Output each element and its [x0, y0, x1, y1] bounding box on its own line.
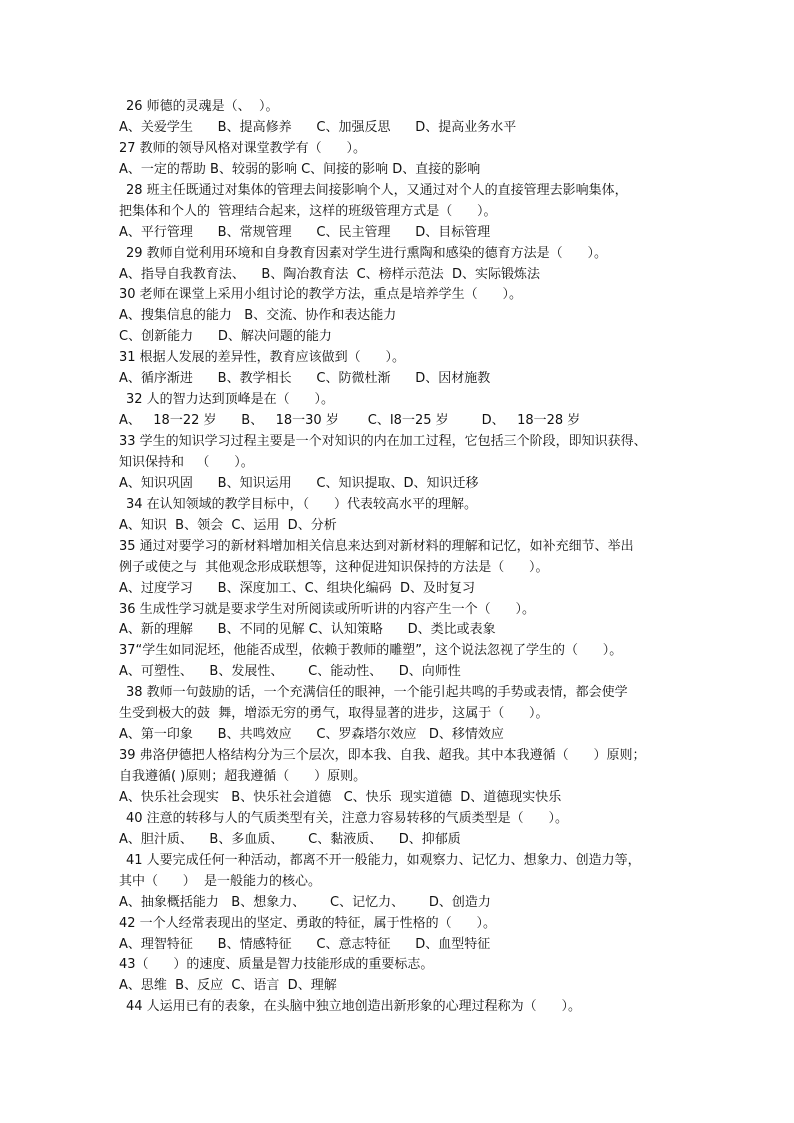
- text-line: A、 18一22 岁 B、 18一30 岁 C、I8一25 岁 D、 18一28 岁: [119, 413, 581, 429]
- text-line: A、知识巩固 B、知识运用 C、知识提取、D、知识迁移: [119, 475, 479, 491]
- text-line: 34 在认知领域的教学目标中，（ ）代表较高水平的理解。: [126, 496, 477, 512]
- text-line: 37“学生如同泥坯，他能否成型，依赖于教师的雕塑”，这个说法忽视了学生的（ ）。: [119, 643, 623, 659]
- text-line: 43（ ）的速度、质量是智力技能形成的重要标志。: [119, 957, 434, 973]
- text-line: A、思维 B、反应 C、语言 D、理解: [119, 978, 337, 994]
- text-line: 36 生成性学习就是要求学生对所阅读或所听讲的内容产生一个（ ）。: [119, 601, 535, 617]
- text-line: A、平行管理 B、常规管理 C、民主管理 D、目标管理: [119, 224, 491, 240]
- text-line: 生受到极大的鼓 舞，增添无穷的勇气，取得显著的进步，这属于（ ）。: [119, 706, 549, 722]
- text-line: 33 学生的知识学习过程主要是一个对知识的内在加工过程，它包括三个阶段，即知识获得、: [119, 434, 647, 449]
- text-line: 29 教师自觉利用环境和自身教育因素对学生进行熏陶和感染的德育方法是（ ）。: [126, 245, 607, 261]
- text-line: A、快乐社会现实 B、快乐社会道德 C、快乐 现实道德 D、道德现实快乐: [119, 789, 562, 805]
- text-line: A、胆汁质、 B、多血质、 C、黏液质、 D、抑郁质: [119, 831, 461, 847]
- text-line: A、理智特征 B、情感特征 C、意志特征 D、血型特征: [119, 936, 491, 952]
- text-line: 其中（ ） 是一般能力的核心。: [119, 873, 322, 889]
- text-line: A、关爱学生 B、提高修养 C、加强反思 D、提高业务水平: [119, 119, 517, 135]
- text-line: 28 班主任既通过对集体的管理去间接影响个人，又通过对个人的直接管理去影响集体，: [126, 182, 628, 198]
- text-line: A、指导自我教育法、 B、陶冶教育法 C、榜样示范法 D、实际锻炼法: [119, 266, 540, 282]
- text-line: 26 师德的灵魂是（、 ）。: [126, 99, 279, 114]
- text-line: 44 人运用已有的表象，在头脑中独立地创造出新形象的心理过程称为（ ）。: [126, 999, 581, 1015]
- text-line: A、可塑性、 B、发展性、 C、能动性、 D、向师性: [119, 664, 461, 680]
- text-line: 38 教师一句鼓励的话，一个充满信任的眼神，一个能引起共鸣的手势或表情，都会使学: [126, 685, 628, 701]
- text-line: 41 人要完成任何一种活动，都离不开一般能力，如观察力、记忆力、想象力、创造力等，: [126, 852, 641, 868]
- text-line: A、搜集信息的能力 B、交流、协作和表达能力: [119, 308, 397, 324]
- text-line: A、第一印象 B、共鸣效应 C、罗森塔尔效应 D、移情效应: [119, 727, 504, 743]
- text-line: 42 一个人经常表现出的坚定、勇敢的特征，属于性格的（ ）。: [119, 915, 496, 931]
- text-line: A、一定的帮助 B、较弱的影响 C、间接的影响 D、直接的影响: [119, 161, 481, 177]
- question-list: [119, 97, 679, 1018]
- text-line: 31 根据人发展的差异性，教育应该做到（ ）。: [119, 350, 405, 366]
- text-line: 40 注意的转移与人的气质类型有关，注意力容易转移的气质类型是（ ）。: [126, 810, 568, 826]
- text-line: 知识保持和 （ ）。: [119, 454, 254, 470]
- text-line: C、创新能力 D、解决问题的能力: [119, 329, 332, 345]
- text-line: 把集体和个人的 管理结合起来，这样的班级管理方式是（ ）。: [119, 203, 497, 219]
- text-line: A、新的理解 B、不同的见解 C、认知策略 D、类比或表象: [119, 622, 496, 638]
- text-line: A、知识 B、领会 C、运用 D、分析: [119, 517, 337, 533]
- text-line: A、过度学习 B、深度加工、C、组块化编码 D、及时复习: [119, 580, 475, 596]
- text-line: 27 教师的领导风格对课堂教学有（ ）。: [119, 140, 366, 156]
- text-line: 32 人的智力达到顶峰是在（ ）。: [126, 392, 334, 408]
- text-line: 自我遵循( )原则；超我遵循（ ）原则。: [119, 769, 367, 784]
- text-line: A、循序渐进 B、教学相长 C、防微杜渐 D、因材施教: [119, 371, 491, 387]
- text-line: 35 通过对要学习的新材料增加相关信息来达到对新材料的理解和记忆，如补充细节、举出: [119, 538, 634, 554]
- text-line: 例子或使之与 其他观念形成联想等，这种促进知识保持的方法是（ ）。: [119, 559, 549, 575]
- text-line: A、抽象概括能力 B、想象力、 C、记忆力、 D、创造力: [119, 894, 491, 910]
- text-line: 30 老师在课堂上采用小组讨论的教学方法，重点是培养学生（ ）。: [119, 287, 522, 303]
- text-line: 39 弗洛伊德把人格结构分为三个层次，即本我、自我、超我。其中本我遵循（ ）原则；: [119, 748, 646, 764]
